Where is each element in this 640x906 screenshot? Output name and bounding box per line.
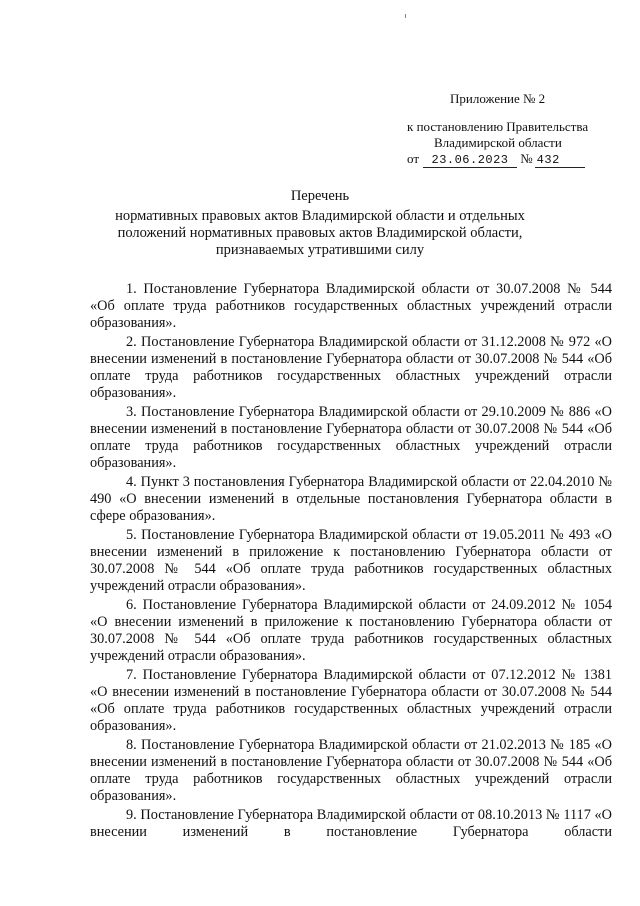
title-line-1: Перечень	[290, 188, 350, 204]
list-item	[90, 807, 612, 841]
list-item	[90, 597, 612, 665]
list-item	[90, 474, 612, 525]
appendix-line-2: Владимирской области	[434, 135, 562, 150]
list-item-text: Постановление Губернатора Владимирской области от 30.07.2008 № 544 «Об оплате труда работников государственных областных учреждений отрасли образования».	[90, 281, 612, 331]
list-item-text: Постановление Губернатора Владимирской области от 07.12.2012 № 1381 «О внесении изменений в постановление Губернатора области от 30.07.2008 № 544 «Об оплате труда работников государственных областных учреждений отрасли образования».	[90, 667, 612, 734]
items-list	[90, 281, 612, 843]
list-item-text: Постановление Губернатора Владимирской области от 19.05.2011 № 493 «О внесении изменений в приложение к постановлению Губернатора области от 30.07.2008 № 544 «Об оплате труда работников государственных областных учреждений отрасли образования».	[90, 527, 612, 594]
list-item-text: Постановление Губернатора Владимирской области от 31.12.2008 № 972 «О внесении изменений в постановление Губернатора области от 30.07.2008 № 544 «Об оплате труда работников государственных областных учреждений отрасли образования».	[90, 334, 612, 401]
title-line-4: признаваемых утратившими силу	[215, 242, 425, 258]
list-item	[90, 737, 612, 805]
date-prefix: от	[407, 151, 420, 166]
document-title	[90, 188, 550, 259]
list-item	[90, 281, 612, 332]
list-item-number: 4.	[126, 474, 137, 490]
list-item-text: Постановление Губернатора Владимирской области от 21.02.2013 № 185 «О внесении изменений в постановление Губернатора области от 30.07.2008 № 544 «Об оплате труда работников государственных областных учреждений отрасли образования».	[90, 737, 612, 804]
list-item-number: 3.	[126, 404, 137, 420]
list-item-text: Постановление Губернатора Владимирской области от 08.10.2013 № 1117 «О внесении изменений в постановление Губернатора области	[90, 807, 612, 840]
list-item	[90, 527, 612, 595]
appendix-date-line	[407, 150, 585, 168]
number-value: 432	[535, 153, 585, 168]
list-item-number: 1.	[126, 281, 137, 297]
number-prefix: №	[520, 151, 533, 166]
scan-mark	[405, 14, 406, 18]
list-item-number: 8.	[126, 737, 137, 753]
list-item-number: 2.	[126, 334, 137, 350]
list-item-number: 7.	[126, 667, 137, 683]
list-item-number: 5.	[126, 527, 137, 543]
list-item	[90, 404, 612, 472]
title-line-2: нормативных правовых актов Владимирской области и отдельных	[115, 208, 525, 224]
list-item-text: Постановление Губернатора Владимирской области от 24.09.2012 № 1054 «О внесении изменений в приложение к постановлению Губернатора области от 30.07.2008 № 544 «Об оплате труда работников государственных областных учреждений отрасли образования».	[90, 597, 612, 664]
title-line-3: положений нормативных правовых актов Владимирской области,	[117, 225, 523, 241]
list-item	[90, 667, 612, 735]
appendix-line-1: к постановлению Правительства	[407, 119, 589, 134]
date-value: 23.06.2023	[423, 153, 517, 168]
list-item-number: 9.	[126, 807, 137, 823]
list-item-number: 6.	[126, 597, 137, 613]
list-item	[90, 334, 612, 402]
appendix-number: Приложение № 2	[450, 91, 546, 106]
list-item-text: Постановление Губернатора Владимирской области от 29.10.2009 № 886 «О внесении изменений в постановление Губернатора области от 30.07.2008 № 544 «Об оплате труда работников государственных областных учреждений отрасли образования».	[90, 404, 612, 471]
list-item-text: Пункт 3 постановления Губернатора Владимирской области от 22.04.2010 № 490 «О внесении изменений в отдельные постановления Губернатора области в сфере образования».	[90, 474, 612, 524]
